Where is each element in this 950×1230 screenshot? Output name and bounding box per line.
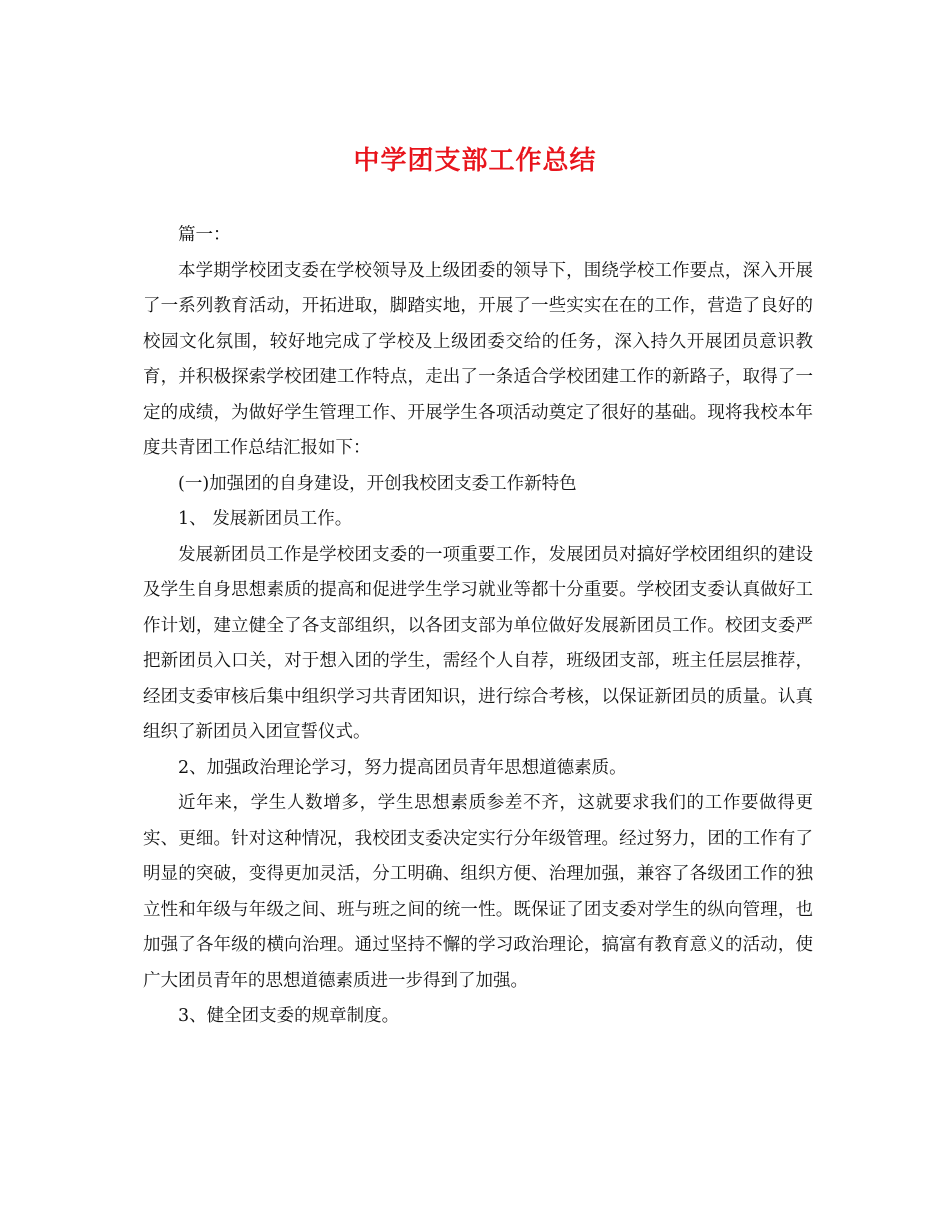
intro-paragraph: 本学期学校团支委在学校领导及上级团委的领导下，围绕学校工作要点，深入开展了一系列教育活动，开拓进取，脚踏实地，开展了一些实实在在的工作，营造了良好的校园文化氛围，较好地完成了学校及上级团委交给的任务，深入持久开展团员意识教育，并积极探索学校团建工作特点，走出了一条适合学校团建工作的新路子，取得了一定的成绩，为做好学生管理工作、开展学生各项活动奠定了很好的基础。现将我校本年度共青团工作总结汇报如下： [143, 260, 813, 458]
body-paragraph-1: 发展新团员工作是学校团支委的一项重要工作，发展团员对搞好学校团组织的建设及学生自身思想素质的提高和促进学生学习就业等都十分重要。学校团支委认真做好工作计划，建立健全了各支部组织，以各团支部为单位做好发展新团员工作。校团支委严把新团员入口关，对于想入团的学生，需经个人自荐，班级团支部，班主任层层推荐，经团支委审核后集中组织学习共青团知识，进行综合考核，以保证新团员的质量。认真组织了新团员入团宣誓仪式。 [143, 544, 813, 742]
document-title: 中学团支部工作总结 [353, 146, 597, 176]
subsection-heading-1: 1、 发展新团员工作。 [178, 509, 353, 529]
document-body [143, 218, 813, 1035]
subsection-heading-2: 2、加强政治理论学习，努力提高团员青年思想道德素质。 [178, 757, 627, 778]
body-paragraph-2: 近年来，学生人数增多，学生思想素质参差不齐，这就要求我们的工作要做得更实、更细。针对这种情况，我校团支委决定实行分年级管理。经过努力，团的工作有了明显的突破，变得更加灵活，分工明确、组织方便、治理加强，兼容了各级团工作的独立性和年级与年级之间、班与班之间的统一性。既保证了团支委对学生的纵向管理，也加强了各年级的横向治理。通过坚持不懈的学习政治理论，搞富有教育意义的活动，使广大团员青年的思想道德素质进一步得到了加强。 [143, 793, 813, 991]
subsection-heading-3: 3、健全团支委的规章制度。 [178, 1006, 400, 1026]
section-heading: (一)加强团的自身建设，开创我校团支委工作新特色 [178, 473, 577, 494]
section-label: 篇一： [178, 225, 231, 245]
